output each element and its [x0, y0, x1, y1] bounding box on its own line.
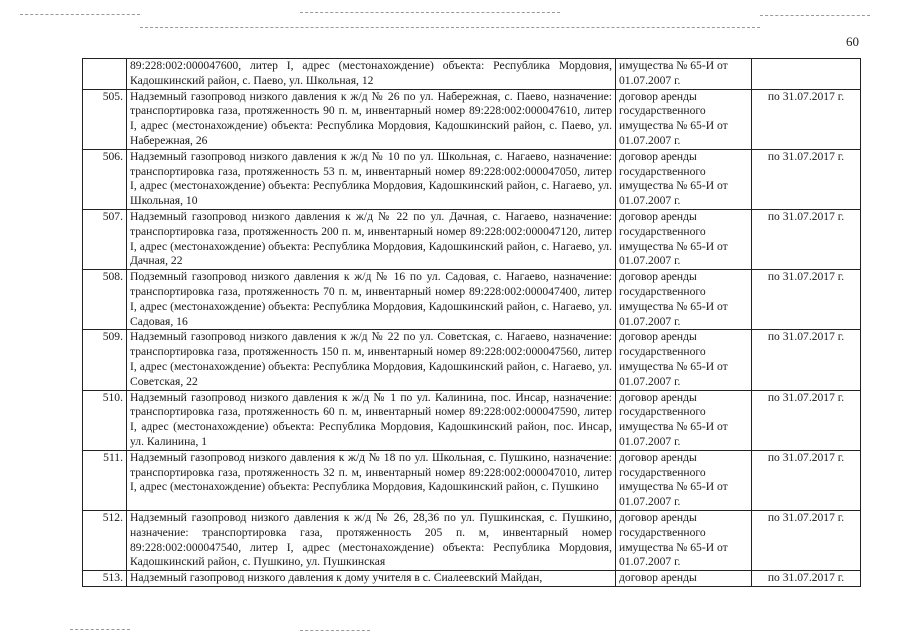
table-row — [83, 89, 861, 149]
lease-basis: договор аренды государственного имущества № 65-И от 01.07.2007 г. — [616, 149, 752, 209]
lease-basis: имущества № 65-И от 01.07.2007 г. — [616, 59, 752, 90]
property-table — [82, 58, 861, 587]
row-number: 511. — [83, 450, 127, 510]
lease-basis: договор аренды государственного имущества № 65-И от 01.07.2007 г. — [616, 89, 752, 149]
scan-artifact — [140, 27, 760, 28]
table-row — [83, 209, 861, 269]
row-number: 509. — [83, 330, 127, 390]
lease-term: по 31.07.2017 г. — [752, 571, 861, 587]
table-row — [83, 270, 861, 330]
property-table-body — [83, 59, 861, 587]
table-row — [83, 571, 861, 587]
scan-artifact — [70, 629, 130, 630]
row-number: 508. — [83, 270, 127, 330]
scan-artifact — [20, 14, 140, 15]
table-row — [83, 149, 861, 209]
object-description: Надземный газопровод низкого давления к ж/д № 26, 28,36 по ул. Пушкинская, с. Пушкино, назначение: транспортировка газа, протяженность 205 п. м, инвентарный номер 89:228:002:000047540, литер I, адрес (местонахождение) объекта: Республика Мордовия, Кадошкинский район, с. Пушкино, ул. Пушкинская — [127, 510, 616, 570]
object-description: Подземный газопровод низкого давления к ж/д № 16 по ул. Садовая, с. Нагаево, назначение: транспортировка газа, протяженность 70 п. м, инвентарный номер 89:228:002:000047400, литер I, адрес (местонахождение) объекта: Республика Мордовия, Кадошкинский район, с. Нагаево, ул. Садовая, 16 — [127, 270, 616, 330]
object-description: Надземный газопровод низкого давления к ж/д № 26 по ул. Набережная, с. Паево, назначение: транспортировка газа, протяженность 90 п. м, инвентарный номер 89:228:002:000047610, литер I, адрес (местонахождение) объекта: Республика Мордовия, Кадошкинский район, с. Паево, ул. Набережная, 26 — [127, 89, 616, 149]
scan-artifact — [760, 15, 870, 16]
lease-basis: договор аренды — [616, 571, 752, 587]
lease-term: по 31.07.2017 г. — [752, 89, 861, 149]
object-description: Надземный газопровод низкого давления к ж/д № 1 по ул. Калинина, пос. Инсар, назначение: транспортировка газа, протяженность 60 п. м, инвентарный номер 89:228:002:000047590, литер I, адрес (местонахождение) объекта: Республика Мордовия, Кадошкинский район, пос. Инсар, ул. Калинина, 1 — [127, 390, 616, 450]
scan-artifact — [300, 630, 370, 631]
table-row — [83, 390, 861, 450]
lease-term: по 31.07.2017 г. — [752, 209, 861, 269]
table-row — [83, 450, 861, 510]
lease-term: по 31.07.2017 г. — [752, 330, 861, 390]
object-description: 89:228:002:000047600, литер I, адрес (местонахождение) объекта: Республика Мордовия, Кадошкинский район, с. Паево, ул. Школьная, 12 — [127, 59, 616, 90]
lease-basis: договор аренды государственного имущества № 65-И от 01.07.2007 г. — [616, 330, 752, 390]
lease-term: по 31.07.2017 г. — [752, 390, 861, 450]
row-number: 513. — [83, 571, 127, 587]
table-row — [83, 330, 861, 390]
lease-term: по 31.07.2017 г. — [752, 510, 861, 570]
lease-basis: договор аренды государственного имущества № 65-И от 01.07.2007 г. — [616, 510, 752, 570]
lease-term: по 31.07.2017 г. — [752, 270, 861, 330]
page-number: 60 — [846, 34, 859, 49]
scan-artifact — [300, 12, 560, 13]
table-row — [83, 510, 861, 570]
object-description: Надземный газопровод низкого давления к дому учителя в с. Сиалеевский Майдан, — [127, 571, 616, 587]
row-number: 505. — [83, 89, 127, 149]
lease-basis: договор аренды государственного имущества № 65-И от 01.07.2007 г. — [616, 450, 752, 510]
lease-term: по 31.07.2017 г. — [752, 450, 861, 510]
row-number: 506. — [83, 149, 127, 209]
row-number: 507. — [83, 209, 127, 269]
row-number: 512. — [83, 510, 127, 570]
lease-basis: договор аренды государственного имущества № 65-И от 01.07.2007 г. — [616, 390, 752, 450]
object-description: Надземный газопровод низкого давления к ж/д № 22 по ул. Дачная, с. Нагаево, назначение: транспортировка газа, протяженность 200 п. м, инвентарный номер 89:228:002:000047120, литер I, адрес (местонахождение) объекта: Республика Мордовия, Кадошкинский район, с. Нагаево, ул. Дачная, 22 — [127, 209, 616, 269]
lease-term — [752, 59, 861, 90]
row-number: 510. — [83, 390, 127, 450]
object-description: Надземный газопровод низкого давления к ж/д № 18 по ул. Школьная, с. Пушкино, назначение: транспортировка газа, протяженность 32 п. м, инвентарный номер 89:228:002:000047010, литер I, адрес (местонахождение) объекта: Республика Мордовия, Кадошкинский район, с. Пушкино — [127, 450, 616, 510]
lease-basis: договор аренды государственного имущества № 65-И от 01.07.2007 г. — [616, 209, 752, 269]
object-description: Надземный газопровод низкого давления к ж/д № 10 по ул. Школьная, с. Нагаево, назначение: транспортировка газа, протяженность 53 п. м, инвентарный номер 89:228:002:000047050, литер I, адрес (местонахождение) объекта: Республика Мордовия, Кадошкинский район, с. Нагаево, ул. Школьная, 10 — [127, 149, 616, 209]
object-description: Надземный газопровод низкого давления к ж/д № 22 по ул. Советская, с. Нагаево, назначение: транспортировка газа, протяженность 150 п. м, инвентарный номер 89:228:002:000047560, литер I, адрес (местонахождение) объекта: Республика Мордовия, Кадошкинский район, с. Нагаево, ул. Советская, 22 — [127, 330, 616, 390]
table-row — [83, 59, 861, 90]
lease-term: по 31.07.2017 г. — [752, 149, 861, 209]
lease-basis: договор аренды государственного имущества № 65-И от 01.07.2007 г. — [616, 270, 752, 330]
row-number — [83, 59, 127, 90]
